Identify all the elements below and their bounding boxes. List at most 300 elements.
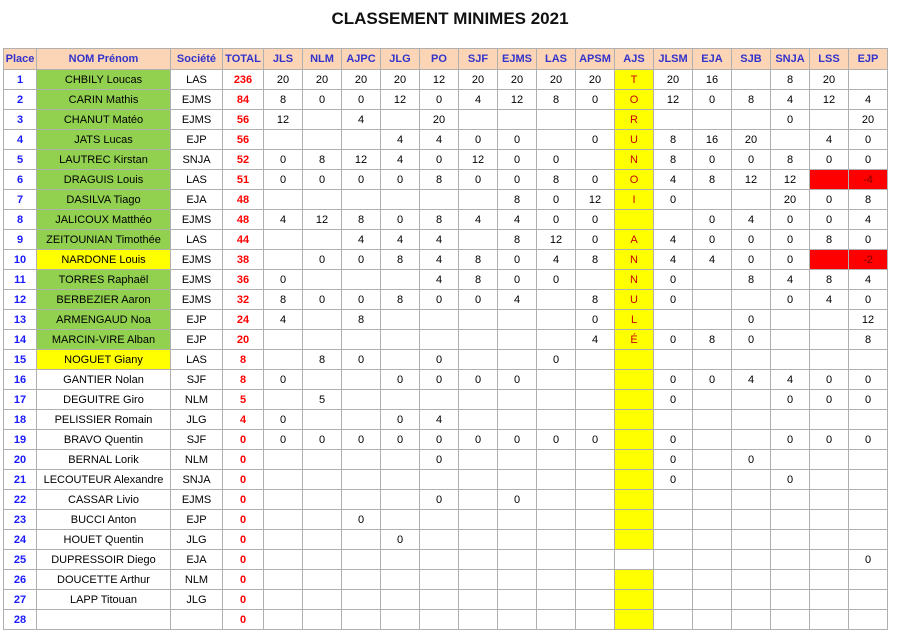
place-cell: 19 xyxy=(4,430,37,450)
score-cell xyxy=(264,390,303,410)
header-place: Place xyxy=(4,49,37,70)
score-cell: 0 xyxy=(342,170,381,190)
score-cell: 4 xyxy=(264,310,303,330)
societe-cell: NLM xyxy=(171,570,223,590)
score-cell xyxy=(264,450,303,470)
score-cell: 0 xyxy=(771,290,810,310)
score-cell: 12 xyxy=(498,90,537,110)
table-row xyxy=(4,70,888,90)
score-cell: 0 xyxy=(771,470,810,490)
score-cell xyxy=(342,450,381,470)
score-cell xyxy=(498,610,537,630)
total-cell: 36 xyxy=(223,270,264,290)
score-cell: 8 xyxy=(810,230,849,250)
score-cell: 4 xyxy=(381,230,420,250)
total-cell: 0 xyxy=(223,490,264,510)
score-cell xyxy=(654,570,693,590)
name-cell: NOGUET Giany xyxy=(37,350,171,370)
score-cell xyxy=(693,110,732,130)
score-cell: U xyxy=(615,130,654,150)
score-cell: 5 xyxy=(303,390,342,410)
place-cell: 10 xyxy=(4,250,37,270)
score-cell: 0 xyxy=(498,370,537,390)
score-cell: 0 xyxy=(498,270,537,290)
score-cell xyxy=(264,350,303,370)
score-cell xyxy=(732,70,771,90)
score-cell xyxy=(420,190,459,210)
score-cell xyxy=(459,510,498,530)
score-cell: 8 xyxy=(810,270,849,290)
score-cell: 4 xyxy=(654,170,693,190)
societe-cell: SNJA xyxy=(171,150,223,170)
score-cell xyxy=(810,490,849,510)
score-cell: 0 xyxy=(576,210,615,230)
score-cell xyxy=(303,550,342,570)
score-cell xyxy=(849,510,888,530)
total-cell: 24 xyxy=(223,310,264,330)
score-cell xyxy=(303,470,342,490)
score-cell xyxy=(420,390,459,410)
table-row xyxy=(4,130,888,150)
place-cell: 3 xyxy=(4,110,37,130)
name-cell: JALICOUX Matthéo xyxy=(37,210,171,230)
score-cell xyxy=(420,330,459,350)
score-cell: 8 xyxy=(459,270,498,290)
score-cell: 20 xyxy=(576,70,615,90)
score-cell xyxy=(303,490,342,510)
name-cell: CASSAR Livio xyxy=(37,490,171,510)
name-cell: LAPP Titouan xyxy=(37,590,171,610)
score-cell xyxy=(576,410,615,430)
score-cell: 0 xyxy=(576,310,615,330)
score-cell xyxy=(615,610,654,630)
score-cell xyxy=(459,570,498,590)
score-cell xyxy=(264,610,303,630)
score-cell xyxy=(654,510,693,530)
score-cell: 0 xyxy=(849,550,888,570)
score-cell xyxy=(771,350,810,370)
score-cell: 0 xyxy=(810,210,849,230)
score-cell xyxy=(303,370,342,390)
score-cell xyxy=(420,470,459,490)
score-cell: 12 xyxy=(342,150,381,170)
score-cell xyxy=(498,550,537,570)
score-cell: 20 xyxy=(459,70,498,90)
score-cell: 0 xyxy=(810,190,849,210)
score-cell xyxy=(810,350,849,370)
place-cell: 9 xyxy=(4,230,37,250)
score-cell xyxy=(576,110,615,130)
score-cell: 8 xyxy=(771,150,810,170)
score-cell xyxy=(381,550,420,570)
score-cell xyxy=(771,490,810,510)
header-ejms: EJMS xyxy=(498,49,537,70)
score-cell xyxy=(810,530,849,550)
table-row xyxy=(4,570,888,590)
score-cell: 0 xyxy=(342,430,381,450)
score-cell xyxy=(654,110,693,130)
score-cell xyxy=(732,610,771,630)
score-cell xyxy=(615,430,654,450)
score-cell xyxy=(576,350,615,370)
score-cell: 0 xyxy=(342,90,381,110)
score-cell xyxy=(459,230,498,250)
score-cell xyxy=(732,110,771,130)
score-cell xyxy=(615,550,654,570)
score-cell xyxy=(732,590,771,610)
total-cell: 48 xyxy=(223,190,264,210)
score-cell: 20 xyxy=(381,70,420,90)
score-cell xyxy=(342,590,381,610)
score-cell xyxy=(498,110,537,130)
score-cell xyxy=(381,570,420,590)
place-cell: 6 xyxy=(4,170,37,190)
score-cell: N xyxy=(615,150,654,170)
total-cell: 52 xyxy=(223,150,264,170)
score-cell: 4 xyxy=(381,130,420,150)
score-cell xyxy=(576,530,615,550)
score-cell xyxy=(576,570,615,590)
ranking-table xyxy=(3,48,888,630)
score-cell xyxy=(849,490,888,510)
societe-cell: EJP xyxy=(171,510,223,530)
score-cell: 8 xyxy=(303,150,342,170)
name-cell: MARCIN-VIRE Alban xyxy=(37,330,171,350)
score-cell: 20 xyxy=(537,70,576,90)
societe-cell: EJMS xyxy=(171,270,223,290)
score-cell xyxy=(459,110,498,130)
header-ejp: EJP xyxy=(849,49,888,70)
score-cell: 8 xyxy=(576,290,615,310)
score-cell xyxy=(498,330,537,350)
score-cell xyxy=(498,510,537,530)
score-cell: N xyxy=(615,270,654,290)
societe-cell: EJMS xyxy=(171,250,223,270)
score-cell xyxy=(420,610,459,630)
score-cell xyxy=(342,330,381,350)
score-cell xyxy=(849,570,888,590)
score-cell xyxy=(303,270,342,290)
score-cell xyxy=(849,70,888,90)
score-cell: 20 xyxy=(810,70,849,90)
name-cell: DUPRESSOIR Diego xyxy=(37,550,171,570)
score-cell xyxy=(264,330,303,350)
score-cell: R xyxy=(615,110,654,130)
score-cell xyxy=(420,550,459,570)
score-cell: 0 xyxy=(537,430,576,450)
score-cell: 0 xyxy=(459,370,498,390)
score-cell xyxy=(732,190,771,210)
score-cell xyxy=(732,350,771,370)
score-cell: 0 xyxy=(264,170,303,190)
score-cell: 0 xyxy=(576,90,615,110)
header-las: LAS xyxy=(537,49,576,70)
score-cell xyxy=(849,610,888,630)
score-cell xyxy=(615,370,654,390)
name-cell: DEGUITRE Giro xyxy=(37,390,171,410)
name-cell: ZEITOUNIAN Timothée xyxy=(37,230,171,250)
score-cell: 0 xyxy=(303,250,342,270)
score-cell xyxy=(693,310,732,330)
score-cell xyxy=(576,590,615,610)
score-cell: 8 xyxy=(498,190,537,210)
score-cell xyxy=(615,530,654,550)
score-cell xyxy=(264,570,303,590)
table-row xyxy=(4,510,888,530)
score-cell: 8 xyxy=(732,270,771,290)
score-cell: 20 xyxy=(849,110,888,130)
name-cell: DOUCETTE Arthur xyxy=(37,570,171,590)
societe-cell: EJA xyxy=(171,550,223,570)
table-row xyxy=(4,110,888,130)
score-cell: 20 xyxy=(342,70,381,90)
table-row xyxy=(4,290,888,310)
score-cell: 0 xyxy=(303,290,342,310)
score-cell: 4 xyxy=(849,210,888,230)
score-cell xyxy=(771,330,810,350)
place-cell: 25 xyxy=(4,550,37,570)
name-cell: DRAGUIS Louis xyxy=(37,170,171,190)
score-cell: 0 xyxy=(420,90,459,110)
score-cell: 20 xyxy=(264,70,303,90)
score-cell xyxy=(771,590,810,610)
score-cell: 0 xyxy=(498,170,537,190)
place-cell: 12 xyxy=(4,290,37,310)
score-cell xyxy=(732,570,771,590)
score-cell: 0 xyxy=(264,370,303,390)
score-cell xyxy=(615,210,654,230)
score-cell xyxy=(654,590,693,610)
score-cell xyxy=(732,290,771,310)
score-cell: 4 xyxy=(810,130,849,150)
score-cell: 0 xyxy=(381,170,420,190)
table-row xyxy=(4,170,888,190)
score-cell: 0 xyxy=(420,430,459,450)
score-cell xyxy=(810,250,849,270)
total-cell: 236 xyxy=(223,70,264,90)
score-cell: 12 xyxy=(381,90,420,110)
header-po: PO xyxy=(420,49,459,70)
score-cell: 8 xyxy=(576,250,615,270)
total-cell: 0 xyxy=(223,590,264,610)
header-jlg: JLG xyxy=(381,49,420,70)
score-cell xyxy=(342,570,381,590)
score-cell: 0 xyxy=(459,130,498,150)
score-cell: 16 xyxy=(693,70,732,90)
score-cell xyxy=(849,410,888,430)
score-cell: 0 xyxy=(693,230,732,250)
score-cell: -4 xyxy=(849,170,888,190)
name-cell: DASILVA Tiago xyxy=(37,190,171,210)
score-cell: 4 xyxy=(732,210,771,230)
score-cell xyxy=(537,110,576,130)
societe-cell: EJP xyxy=(171,330,223,350)
table-row xyxy=(4,150,888,170)
score-cell: 4 xyxy=(810,290,849,310)
score-cell: 8 xyxy=(771,70,810,90)
score-cell xyxy=(771,510,810,530)
societe-cell: EJMS xyxy=(171,110,223,130)
table-row xyxy=(4,350,888,370)
score-cell xyxy=(303,510,342,530)
score-cell: 8 xyxy=(264,90,303,110)
score-cell xyxy=(381,110,420,130)
table-row xyxy=(4,310,888,330)
score-cell: N xyxy=(615,250,654,270)
score-cell: 0 xyxy=(420,490,459,510)
score-cell xyxy=(264,590,303,610)
score-cell: 8 xyxy=(459,250,498,270)
place-cell: 17 xyxy=(4,390,37,410)
score-cell xyxy=(381,450,420,470)
score-cell: 0 xyxy=(420,370,459,390)
societe-cell: LAS xyxy=(171,170,223,190)
total-cell: 20 xyxy=(223,330,264,350)
score-cell xyxy=(537,330,576,350)
score-cell xyxy=(381,490,420,510)
table-row xyxy=(4,90,888,110)
score-cell xyxy=(264,510,303,530)
score-cell: 0 xyxy=(693,150,732,170)
score-cell xyxy=(693,430,732,450)
place-cell: 16 xyxy=(4,370,37,390)
score-cell xyxy=(264,550,303,570)
table-row xyxy=(4,230,888,250)
name-cell: PELISSIER Romain xyxy=(37,410,171,430)
score-cell: 0 xyxy=(303,430,342,450)
score-cell xyxy=(615,450,654,470)
score-cell xyxy=(537,610,576,630)
place-cell: 11 xyxy=(4,270,37,290)
score-cell: 4 xyxy=(849,270,888,290)
score-cell: 0 xyxy=(342,250,381,270)
score-cell xyxy=(693,530,732,550)
header-apsm: APSM xyxy=(576,49,615,70)
score-cell: 4 xyxy=(342,110,381,130)
score-cell: 0 xyxy=(498,490,537,510)
table-row xyxy=(4,610,888,630)
score-cell: 4 xyxy=(654,250,693,270)
score-cell xyxy=(732,410,771,430)
score-cell: O xyxy=(615,170,654,190)
place-cell: 15 xyxy=(4,350,37,370)
score-cell xyxy=(654,490,693,510)
name-cell: JATS Lucas xyxy=(37,130,171,150)
score-cell xyxy=(849,470,888,490)
total-cell: 0 xyxy=(223,610,264,630)
score-cell xyxy=(771,310,810,330)
score-cell xyxy=(303,570,342,590)
score-cell xyxy=(537,530,576,550)
score-cell: 0 xyxy=(654,190,693,210)
score-cell xyxy=(342,470,381,490)
score-cell: 0 xyxy=(498,130,537,150)
table-row xyxy=(4,190,888,210)
societe-cell: EJP xyxy=(171,310,223,330)
table-row xyxy=(4,210,888,230)
total-cell: 38 xyxy=(223,250,264,270)
score-cell: 12 xyxy=(810,90,849,110)
score-cell xyxy=(381,470,420,490)
score-cell xyxy=(576,470,615,490)
score-cell xyxy=(459,350,498,370)
score-cell: 0 xyxy=(849,290,888,310)
header-jlsm: JLSM xyxy=(654,49,693,70)
score-cell xyxy=(849,450,888,470)
score-cell: 0 xyxy=(459,170,498,190)
score-cell: 0 xyxy=(498,250,537,270)
score-cell xyxy=(732,530,771,550)
score-cell: 0 xyxy=(732,150,771,170)
table-row xyxy=(4,410,888,430)
page-title: CLASSEMENT MINIMES 2021 xyxy=(331,9,569,28)
score-cell: 0 xyxy=(771,250,810,270)
score-cell: 0 xyxy=(381,210,420,230)
score-cell: 12 xyxy=(654,90,693,110)
score-cell xyxy=(576,550,615,570)
total-cell: 56 xyxy=(223,130,264,150)
score-cell: 0 xyxy=(771,210,810,230)
score-cell: 4 xyxy=(420,270,459,290)
total-cell: 8 xyxy=(223,350,264,370)
score-cell xyxy=(537,550,576,570)
score-cell xyxy=(303,590,342,610)
score-cell: 20 xyxy=(498,70,537,90)
header-ajs: AJS xyxy=(615,49,654,70)
total-cell: 0 xyxy=(223,570,264,590)
score-cell xyxy=(381,310,420,330)
name-cell xyxy=(37,610,171,630)
name-cell: BERNAL Lorik xyxy=(37,450,171,470)
place-cell: 2 xyxy=(4,90,37,110)
name-cell: LAUTREC Kirstan xyxy=(37,150,171,170)
score-cell: 0 xyxy=(342,510,381,530)
score-cell xyxy=(693,350,732,370)
score-cell: 0 xyxy=(771,230,810,250)
score-cell xyxy=(810,610,849,630)
score-cell: 0 xyxy=(420,150,459,170)
score-cell: 0 xyxy=(264,430,303,450)
score-cell xyxy=(654,550,693,570)
score-cell: 12 xyxy=(732,170,771,190)
score-cell xyxy=(576,510,615,530)
societe-cell: EJMS xyxy=(171,490,223,510)
societe-cell: EJMS xyxy=(171,210,223,230)
header-ajpc: AJPC xyxy=(342,49,381,70)
score-cell xyxy=(810,170,849,190)
header-eja: EJA xyxy=(693,49,732,70)
score-cell: 0 xyxy=(849,370,888,390)
score-cell xyxy=(615,590,654,610)
score-cell xyxy=(654,310,693,330)
header-name: NOM Prénom xyxy=(37,49,171,70)
score-cell xyxy=(459,330,498,350)
score-cell xyxy=(576,490,615,510)
score-cell: 0 xyxy=(420,450,459,470)
score-cell: 8 xyxy=(264,290,303,310)
score-cell: 12 xyxy=(459,150,498,170)
score-cell: 0 xyxy=(810,150,849,170)
score-cell xyxy=(498,310,537,330)
score-cell xyxy=(693,190,732,210)
score-cell: 0 xyxy=(264,150,303,170)
score-cell: A xyxy=(615,230,654,250)
score-cell xyxy=(264,530,303,550)
score-cell xyxy=(420,590,459,610)
total-cell: 56 xyxy=(223,110,264,130)
score-cell xyxy=(693,570,732,590)
score-cell: 0 xyxy=(771,390,810,410)
